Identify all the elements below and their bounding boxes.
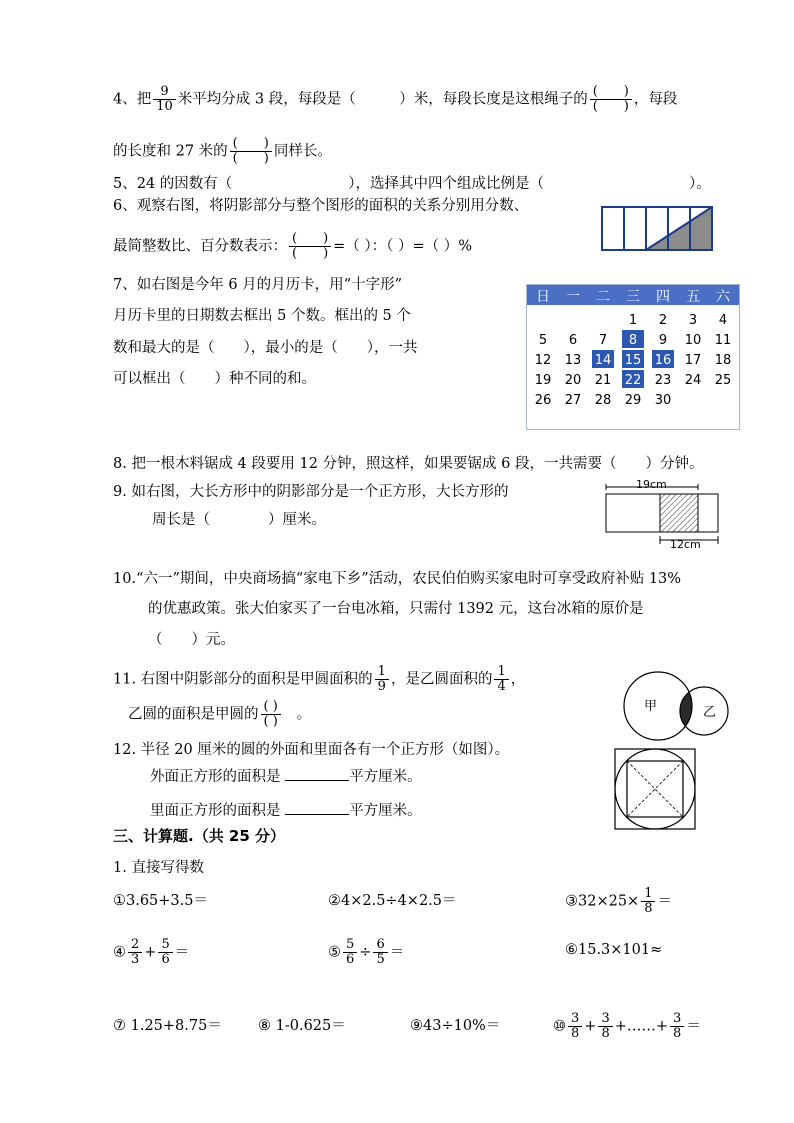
calendar-day: 8 (628, 333, 638, 348)
calendar-day: 2 (658, 313, 668, 328)
calendar-day: 5 (538, 333, 548, 348)
weekday-label: 四 (656, 289, 670, 305)
calc-item-8: ⑧ 1-0.625＝ (258, 1018, 346, 1034)
weekday-label: 二 (596, 289, 610, 305)
blank-fraction[interactable]: ( ) ( ) (289, 232, 331, 261)
calc-item-7: ⑦ 1.25+8.75＝ (113, 1018, 222, 1034)
question-11-line-2: 乙圆的面积是甲圆的 ( ) ( ) 。 (128, 699, 312, 729)
section-3-title: 三、计算题.（共 25 分） (113, 827, 286, 845)
question-5: 5、24 的因数有（ ），选择其中四个组成比例是（ ）。 (113, 176, 711, 192)
calendar-day: 10 (684, 333, 702, 348)
calendar-day: 14 (594, 353, 612, 368)
calendar-day: 1 (628, 313, 638, 328)
calc-subtitle: 1. 直接写得数 (113, 860, 204, 876)
question-10-line-3: （ ）元。 (148, 632, 235, 648)
question-10-line-1: 10.“六一”期间，中央商场搞“家电下乡”活动，农民伯伯购买家电时可享受政府补贴 13% (113, 571, 682, 587)
calc-item-1: ①3.65+3.5＝ (113, 893, 208, 909)
calc-item-9: ⑨43÷10%＝ (410, 1018, 501, 1034)
question-11-line-1: 11. 右图中阴影部分的面积是甲圆面积的 $\frac{1}{9}$ ，是乙圆面积的 $\frac{1}{4}$ ， (113, 664, 526, 694)
weekday-label: 三 (626, 289, 640, 305)
question-4-line-2: 的长度和 27 米的 ( ) ( ) 同样长。 (113, 136, 332, 166)
calendar-day: 23 (654, 373, 672, 388)
calendar-day: 28 (594, 393, 612, 408)
calendar-day: 26 (534, 393, 552, 408)
calendar-day: 17 (684, 353, 702, 368)
calendar-day: 22 (624, 373, 642, 388)
answer-blank[interactable] (285, 766, 349, 781)
blank-fraction[interactable]: ( ) ( ) (261, 700, 281, 729)
question-6-line-1: 6、观察右图，将阴影部分与整个图形的面积的关系分别用分数、 (113, 198, 529, 214)
calendar-day: 11 (714, 333, 732, 348)
calendar-day: 13 (564, 353, 582, 368)
question-4-line-1: 4、把 $\frac{9}{10}$ 米平均分成 3 段，每段是（ ）米，每段长度是这根绳子的 ( ) ( ) ，每段 (113, 84, 678, 114)
weekday-label: 一 (566, 289, 580, 305)
question-12-line-3: 里面正方形的面积是 平方厘米。 (150, 800, 422, 821)
calendar-day: 29 (624, 393, 642, 408)
label-yi: 乙 (703, 705, 717, 720)
blank-fraction[interactable]: ( ) ( ) (590, 85, 632, 114)
question-7-line-3: 数和最大的是（ ），最小的是（ ），一共 (113, 340, 418, 356)
weekday-label: 日 (536, 289, 550, 305)
calendar-day: 18 (714, 353, 732, 368)
calendar-day: 12 (534, 353, 552, 368)
calendar-day: 20 (564, 373, 582, 388)
question-12-line-1: 12. 半径 20 厘米的圆的外面和里面各有一个正方形（如图）。 (113, 742, 510, 758)
question-7-line-4: 可以框出（ ）种不同的和。 (113, 371, 316, 387)
calendar-day: 4 (718, 313, 728, 328)
label-12cm: 12cm (670, 538, 701, 551)
weekday-label: 六 (716, 289, 730, 305)
question-10-line-2: 的优惠政策。张大伯家买了一台电冰箱，只需付 1392 元，这台冰箱的原价是 (148, 601, 644, 617)
calendar-day: 30 (654, 393, 672, 408)
calendar-day: 21 (594, 373, 612, 388)
question-9-line-1: 9. 如右图，大长方形中的阴影部分是一个正方形，大长方形的 (113, 484, 509, 500)
question-8: 8. 把一根木料锯成 4 段要用 12 分钟，照这样，如果要锯成 6 段，一共需要（ ）分钟。 (113, 456, 704, 472)
fraction: $\frac{1}{4}$ (494, 665, 508, 694)
calc-item-2: ②4×2.5÷4×2.5＝ (328, 893, 457, 909)
rectangle-square-figure (598, 476, 730, 552)
calendar-day: 3 (688, 313, 698, 328)
calendar-day: 15 (624, 353, 642, 368)
june-calendar (526, 284, 740, 430)
calc-item-6: ⑥15.3×101≈ (565, 942, 663, 958)
question-12-line-2: 外面正方形的面积是 平方厘米。 (150, 766, 422, 787)
calendar-day: 19 (534, 373, 552, 388)
calendar-day: 24 (684, 373, 702, 388)
label-jia: 甲 (644, 699, 658, 714)
shaded-rectangle-figure (600, 204, 716, 252)
calendar-day: 9 (658, 333, 668, 348)
calc-item-3: ③32×25× $\frac{1}{8}$ ＝ (565, 886, 672, 916)
weekday-label: 五 (686, 289, 700, 305)
calc-item-4: ④ $\frac{2}{3}$ + $\frac{5}{6}$ ＝ (113, 937, 190, 967)
calendar-day: 7 (598, 333, 608, 348)
blank-fraction[interactable]: ( ) ( ) (230, 137, 272, 166)
question-7-line-1: 7、如右图是今年 6 月的月历卡，用“十字形” (113, 277, 402, 293)
answer-blank[interactable] (285, 800, 349, 815)
label-19cm: 19cm (636, 478, 667, 491)
calendar-day: 27 (564, 393, 582, 408)
question-9-line-2: 周长是（ ）厘米。 (152, 512, 326, 528)
shaded-square (660, 494, 698, 532)
calendar-day: 6 (568, 333, 578, 348)
calc-item-10: ⑩ $\frac{3}{8}$ + $\frac{3}{8}$ +……+ $\frac{3}{8}$ ＝ (553, 1011, 701, 1041)
fraction: $\frac{9}{10}$ (153, 85, 176, 114)
question-7-line-2: 月历卡里的日期数去框出 5 个数。框出的 5 个 (113, 308, 411, 324)
circle-squares-figure (612, 746, 698, 832)
calendar-day: 16 (654, 353, 672, 368)
calendar-day: 25 (714, 373, 732, 388)
question-6-line-2: 最简整数比、百分数表示： ( ) ( ) =（ ）：（ ）=（ ）% (113, 231, 473, 261)
calc-item-5: ⑤ $\frac{5}{6}$ ÷ $\frac{6}{5}$ ＝ (328, 937, 405, 967)
overlapping-circles-figure (618, 668, 742, 748)
fraction: $\frac{1}{9}$ (375, 665, 389, 694)
